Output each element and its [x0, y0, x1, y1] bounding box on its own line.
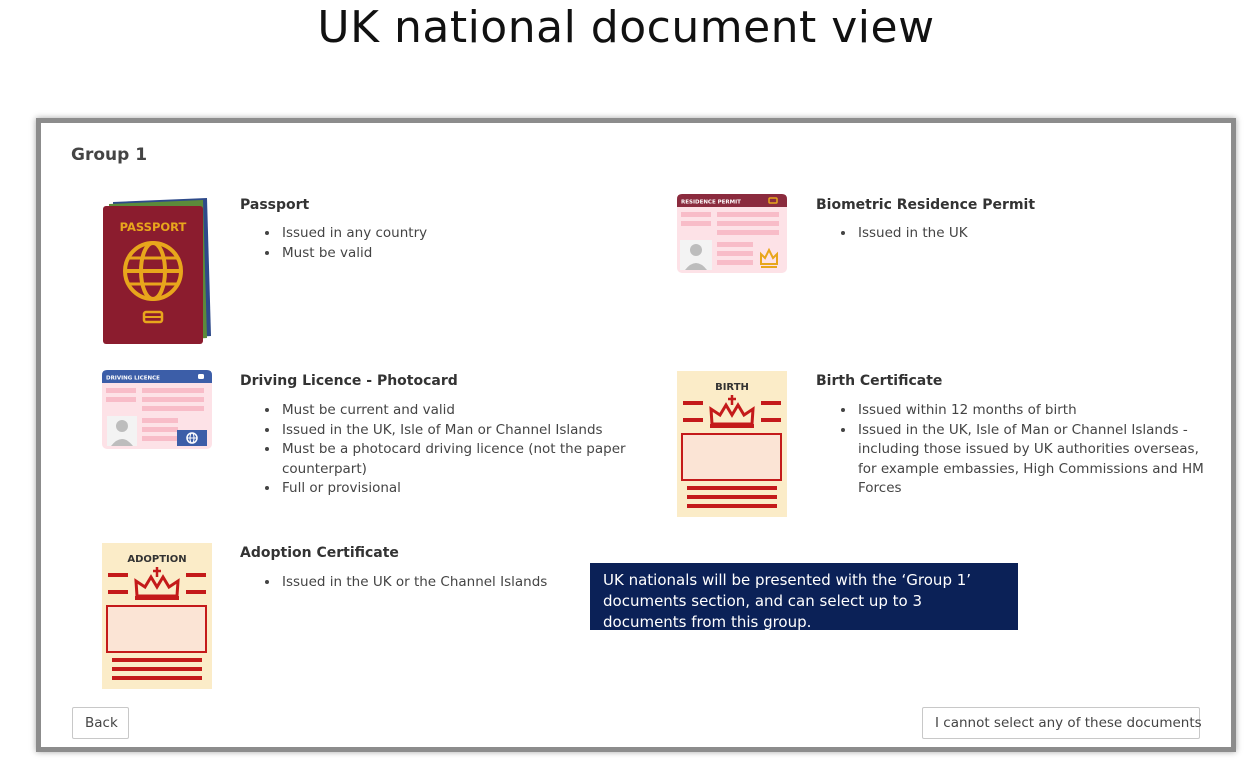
doc-bullets-passport — [260, 224, 427, 263]
doc-title-passport: Passport — [240, 197, 310, 213]
doc-bullets-birth-certificate — [836, 401, 1221, 499]
doc-title-adoption-certificate: Adoption Certificate — [240, 545, 399, 561]
back-button[interactable]: Back — [72, 707, 129, 739]
list-item: • Issued in the UK — [856, 224, 968, 244]
passport-icon-label: PASSPORT — [119, 220, 187, 234]
birth-certificate-icon-label: BIRTH — [715, 382, 749, 393]
doc-title-driving-licence: Driving Licence - Photocard — [240, 373, 458, 389]
birth-certificate-icon — [677, 371, 787, 522]
doc-bullets-driving-licence — [260, 401, 640, 499]
list-item: • Issued in the UK, Isle of Man or Channel Islands - including those issued by UK authorities overseas, for example embassies, High Commissions and HM Forces — [856, 421, 1221, 499]
list-item: • Issued in the UK or the Channel Islands — [280, 573, 547, 593]
doc-title-birth-certificate: Birth Certificate — [816, 373, 943, 389]
adoption-certificate-icon — [102, 543, 212, 694]
driving-licence-icon — [102, 370, 212, 454]
list-item: • Must be valid — [280, 244, 427, 264]
cannot-select-button[interactable]: I cannot select any of these documents — [922, 707, 1200, 739]
list-item: • Issued in the UK, Isle of Man or Channel Islands — [280, 421, 640, 441]
list-item: • Issued within 12 months of birth — [856, 401, 1221, 421]
list-item: • Must be current and valid — [280, 401, 640, 421]
adoption-certificate-icon-label: ADOPTION — [127, 554, 187, 565]
group-title: Group 1 — [71, 145, 148, 165]
list-item: • Full or provisional — [280, 479, 640, 499]
list-item: • Must be a photocard driving licence (not the paper counterpart) — [280, 440, 640, 479]
document-selection-panel — [41, 123, 1231, 747]
doc-bullets-adoption-certificate — [260, 573, 547, 593]
list-item: • Issued in any country — [280, 224, 427, 244]
slide-title: UK national document view — [317, 2, 935, 53]
residence-permit-icon-label: RESIDENCE PERMIT — [681, 199, 741, 206]
doc-bullets-biometric-residence-permit — [836, 224, 968, 244]
residence-permit-icon — [677, 194, 787, 278]
driving-licence-icon-label: DRIVING LICENCE — [106, 375, 160, 382]
callout-note: UK nationals will be presented with the ‘Group 1’ documents section, and can select up to 3 documents from this group. — [590, 563, 1018, 630]
doc-title-biometric-residence-permit: Biometric Residence Permit — [816, 197, 1036, 213]
passport-icon — [101, 196, 213, 350]
